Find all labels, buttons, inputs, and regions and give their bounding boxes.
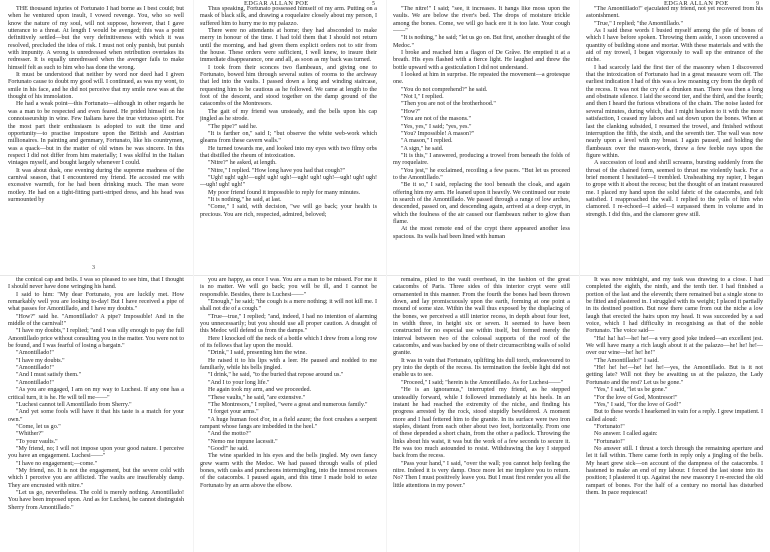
paragraph: "And I must satisfy them.": [16, 372, 82, 379]
paragraph: "Yes," I said, "let us be gone.": [594, 387, 668, 394]
paragraph: "Nitre," I replied. "How long have you had that cough?": [208, 167, 346, 174]
running-header-center: EDGAR ALLAN POE: [244, 0, 309, 7]
paragraph: "A mason," I replied.: [401, 138, 453, 145]
paragraph: "Yes, yes," I said; "yes, yes.": [401, 123, 472, 130]
paragraph: "It is nothing," he said, at last.: [208, 196, 282, 203]
paragraph: "Proceed," I said; "herein is the Amontillado. As for Luchesi——": [401, 379, 564, 386]
paragraph: "True," I replied; "the Amontillado.": [594, 20, 683, 27]
column-gutter: [579, 0, 580, 552]
paragraph: "The Amontillado!" I said.: [594, 357, 659, 364]
paragraph: "Nitre?" he asked, at length.: [208, 160, 277, 167]
paragraph: "Ha! ha! ha!—he! he!—a very good joke indeed—an excellent jest. We will have many a rich laugh about it at the palazzo—he! he! he!—over our wine—he! he! he!": [586, 335, 763, 357]
paragraph: "How?": [401, 108, 421, 115]
paragraph: "Then you are not of the brotherhood.": [401, 101, 496, 108]
paragraph: A succession of loud and shrill screams, bursting suddenly from the throat of the chained form, seemed to thrust me violently back. For a brief moment I hesitated—I trembled. Unsheathing my rapier, I began to grope with it about the recess; but the thought of an instant reassured me. I placed my hand upon the solid fabric of the catacombs, and felt satisfied. I reapproached the wall. I replied to the yells of him who clamored. I re-echoed—I aided—I surpassed them in volume and in strength. I did this, and the clamorer grew still.: [586, 160, 763, 218]
paragraph: It must be understood that neither by word nor deed had I given Fortunato cause to doubt my good will. I continued, as was my wont, to smile in his face, and he did not perceive that my smile now was at the thought of his immolation.: [8, 72, 184, 101]
paragraph: He again took my arm, and we proceeded.: [208, 387, 312, 394]
paragraph: "Fortunato!": [594, 438, 625, 445]
paragraph: No answer. I called again:: [594, 431, 658, 438]
paragraph: "My friend, no. It is not the engagement, but the severe cold with which I perceive you are afflicted. The vaults are insufferably damp. They are encrusted with nitre.": [8, 467, 184, 489]
paragraph: He had a weak point—this Fortunato—although in other regards he was a man to be respected and even feared. He prided himself on his connoisseurship in wine. Few Italians have the true virtuoso spirit. For the most part their enthusiasm is adopted to suit the time and opportunity—to practise imposture upon the British and Austrian millionaires. In painting and gemmary, Fortunato, like his countrymen, was a quack—but in the matter of old wines he was sincere. In this respect I did not differ from him materially; I was skilful in the Italian vintages myself, and bought largely whenever I could.: [8, 101, 184, 167]
paragraph: "True—true," I replied; "and, indeed, I had no intention of alarming you unnecessarily; but you should use all proper caution. A draught of this Medoc will defend us from the damps.": [200, 313, 377, 335]
paragraph: He raised it to his lips with a leer. He paused and nodded to me familiarly, while his bells jingled.: [200, 357, 377, 372]
page-number-right: 9: [756, 1, 759, 7]
paragraph: "The Montresors," I replied, "were a great and numerous family.": [208, 401, 368, 408]
paragraph: "Whither?": [16, 431, 44, 438]
paragraph: "You? Impossible! A mason?": [401, 130, 475, 137]
paragraph: No answer still. I thrust a torch through the remaining aperture and let it fall within. There came forth in reply only a jingling of the bells. My heart grew sick—on account of the dampness of the catacombs. I hastened to make an end of my labour. I forced the last stone into its position; I plastered it up. Against the new masonry I re-erected the old rampart of bones. For the half of a century no mortal has disturbed them. In pace requiescat!: [586, 445, 763, 496]
text-column-3: [393, 6, 570, 270]
text-column-4: [586, 6, 763, 270]
paragraph: It was now midnight, and my task was drawing to a close. I had completed the eighth, the ninth, and the tenth tier. I had finished a portion of the last and the eleventh; there remained but a single stone to be fitted and plastered in. I struggled with its weight; I placed it partially in its destined position. But now there came from out the niche a low laugh that erected the hairs upon my head. It was succeeded by a sad voice, which I had difficulty in recognising as that of the noble Fortunato. The voice said—: [586, 277, 763, 335]
paragraph: "The pipe?" said he.: [208, 123, 258, 130]
paragraph: "I have my doubts.": [16, 357, 65, 364]
paragraph: "Pass your hand," I said, "over the wall; you cannot help feeling the nitre. Indeed it is very damp. Once more let me implore you to return. No? Then I must positively leave you. But I must first render you all the little attentions in my power.": [393, 460, 570, 489]
paragraph: "Let us go, nevertheless. The cold is merely nothing. Amontillado! You have been imposed upon. And as for Luchesi, he cannot distinguish Sherry from Amontillado.": [8, 489, 184, 511]
paragraph: Thus speaking, Fortunato possessed himself of my arm. Putting on a mask of black silk, and drawing a roquelaire closely about my person, I suffered him to hurry me to my palazzo.: [200, 6, 377, 27]
paragraph: "A sign," he said.: [401, 145, 444, 152]
paragraph: "These vaults," he said, "are extensive.": [208, 394, 306, 401]
paragraph: "Luchesi cannot tell Amontillado from Sherry.": [16, 401, 132, 408]
paragraph: It was in vain that Fortunato, uplifting his dull torch, endeavoured to pry into the depth of the recess. Its termination the feeble light did not enable us to see.: [393, 357, 570, 379]
paragraph: "I have no engagement;—come.": [16, 460, 98, 467]
column-gutter: [193, 0, 194, 552]
paragraph: "Enough," he said; "the cough is a mere nothing; it will not kill me. I shall not die of a cough.": [200, 299, 377, 313]
paragraph: "Amontillado!": [16, 365, 54, 372]
text-column-7: [393, 277, 570, 549]
paragraph: "Come, let us go.": [16, 423, 61, 430]
paragraph: "The nitre!" I said; "see, it increases. It hangs like moss upon the vaults. We are below the river's bed. The drops of moisture trickle among the bones. Come, we will go back ere it is too late. Your cough——": [393, 6, 570, 35]
paragraph: "And I to your long life.": [208, 379, 270, 386]
paragraph: "A huge human foot d'or, in a field azure; the foot crushes a serpent rampant whose fangs are imbedded in the heel.": [200, 416, 377, 430]
paragraph: "Fortunato!": [594, 423, 625, 430]
paragraph: the conical cap and bells. I was so pleased to see him, that I thought I should never have done wringing his hand.: [8, 277, 184, 291]
text-column-6: [200, 277, 377, 549]
paragraph: I broke and reached him a flagon of De Grâve. He emptied it at a breath. His eyes flashed with a fierce light. He laughed and threw the bottle upward with a gesticulation I did not understand.: [393, 50, 570, 71]
paragraph: "I forget your arms.": [208, 409, 259, 416]
paragraph: "My friend, no; I will not impose upon your good nature. I perceive you have an engagement. Luchesi——": [8, 445, 184, 460]
paragraph: "Amontillado!": [16, 379, 54, 386]
paragraph: There were no attendants at home; they had absconded to make merry in honour of the time. I had told them that I should not return until the morning, and had given them explicit orders not to stir from the house. These orders were sufficient, I well knew, to insure their immediate disappearance, one and all, as soon as my back was turned.: [200, 28, 377, 64]
paragraph: Here I knocked off the neck of a bottle which I drew from a long row of its fellows that lay upon the mould.: [200, 335, 377, 350]
paragraph: "I drink," he said, "to the buried that repose around us.": [208, 372, 344, 379]
paragraph: "He is an ignoramus," interrupted my friend, as he stepped unsteadily forward, while I followed immediately at his heels. In an instant he had reached the extremity of the niche, and finding his progress arrested by the rock, stood stupidly bewildered. A moment more and I had fettered him to the granite. In its surface were two iron staples, distant from each other about two feet, horizontally. From one of these depended a short chain, from the other a padlock. Throwing the links about his waist, it was but the work of a few seconds to secure it. He was too much astounded to resist. Withdrawing the key I stepped back from the recess.: [393, 387, 570, 460]
paragraph: THE thousand injuries of Fortunato I had borne as I best could; but when he ventured upon insult, I vowed revenge. You, who so well know the nature of my soul, will not suppose, however, that I gave utterance to a threat. At length I would be avenged; this was a point definitively settled—but the very definitiveness with which it was resolved, precluded the idea of risk. I must not only punish, but punish with impunity. A wrong is unredressed when retribution overtakes its redresser. It is equally unredressed when the avenger fails to make himself felt as such to him who has done the wrong.: [8, 6, 184, 71]
paragraph: "To your vaults.": [16, 438, 58, 445]
paragraph: "Yes," I said, "for the love of God!": [594, 401, 682, 408]
page-divider: [0, 275, 770, 276]
paragraph: "The Amontillado!" ejaculated my friend, not yet recovered from his astonishment.: [586, 6, 763, 20]
paragraph: "Not I," I replied.: [401, 94, 444, 101]
paragraph: But to these words I hearkened in vain for a reply. I grew impatient. I called aloud:: [586, 409, 763, 423]
paragraph: At the most remote end of the crypt there appeared another less spacious. Its walls had been lined with human: [393, 226, 570, 240]
paragraph: As I said these words I busied myself among the pile of bones of which I have before spoken. Throwing them aside, I soon uncovered a quantity of building stone and mortar. With these materials and with the aid of my trowel, I began vigorously to wall up the entrance of the niche.: [586, 28, 763, 64]
page-number-bottom-left: 3: [92, 265, 95, 271]
paragraph: remains, piled to the vault overhead, in the fashion of the great catacombs of Paris. Three sides of this interior crypt were still ornamented in this manner. From the fourth the bones had been thrown down, and lay promiscuously upon the earth, forming at one point a mound of some size. Within the wall thus exposed by the displacing of the bones, we perceived a still interior recess, in depth about four feet, in width three, in height six or seven. It seemed to have been constructed for no especial use within itself, but formed merely the interval between two of the colossal supports of the roof of the catacombs, and was backed by one of their circumscribing walls of solid granite.: [393, 277, 570, 357]
paragraph: "It is nothing," he said; "let us go on. But first, another draught of the Medoc.": [393, 35, 570, 49]
paragraph: "Come," I said, with decision, "we will go back; your health is precious. You are rich, respected, admired, beloved;: [200, 204, 377, 218]
paragraph: "For the love of God, Montresor!": [594, 394, 678, 401]
paragraph: I had scarcely laid the first tier of the masonry when I discovered that the intoxication of Fortunato had in a great measure worn off. The earliest indication I had of this was a low moaning cry from the depth of the recess. It was not the cry of a drunken man. There was then a long and obstinate silence. I laid the second tier, and the third, and the fourth; and then I heard the furious vibrations of the chain. The noise lasted for several minutes, during which, that I might hearken to it with the more satisfaction, I ceased my labors and sat down upon the bones. When at last the clanking subsided, I resumed the trowel, and finished without interruption the fifth, the sixth, and the seventh tier. The wall was now nearly upon a level with my breast. I again paused, and holding the flambeaux over the mason-work, threw a few feeble rays upon the figure within.: [586, 64, 763, 159]
text-column-8: [586, 277, 763, 549]
text-column-2: [200, 6, 377, 264]
paragraph: The wine sparkled in his eyes and the bells jingled. My own fancy grew warm with the Medoc. We had passed through walls of piled bones, with casks and puncheons intermingling, into the inmost recesses of the catacombs. I paused again, and this time I made bold to seize Fortunato by an arm above the elbow.: [200, 453, 377, 489]
paragraph: It was about dusk, one evening during the supreme madness of the carnival season, that I encountered my friend. He accosted me with excessive warmth, for he had been drinking much. The man wore motley. He had on a tight-fitting parti-striped dress, and his head was surmounted by: [8, 167, 184, 203]
paragraph: I took from their sconces two flambeaux, and giving one to Fortunato, bowed him through several suites of rooms to the archway that led into the vaults. I passed down a long and winding staircase, requesting him to be cautious as he followed. We came at length to the foot of the descent, and stood together on the damp ground of the catacombs of the Montresors.: [200, 64, 377, 108]
paragraph: I said to him: "My dear Fortunato, you are luckily met. How remarkably well you are looking to-day! But I have received a pipe of what passes for Amontillado, and I have my doubts.": [8, 291, 184, 313]
paragraph: "You are not of the masons.": [401, 116, 472, 123]
paragraph: The gait of my friend was unsteady, and the bells upon his cap jingled as he strode.: [200, 108, 377, 123]
running-header-right: EDGAR ALLAN POE: [664, 0, 729, 7]
paragraph: "And yet some fools will have it that his taste is a match for your own.": [8, 409, 184, 423]
paragraph: "And the motto?": [208, 431, 251, 438]
paragraph: "As you are engaged, I am on my way to Luchesi. If any one has a critical turn, it is he. He will tell me——": [8, 387, 184, 401]
paragraph: "Drink," I said, presenting him the wine.: [208, 350, 307, 357]
paragraph: "You do not comprehend?" he said.: [401, 86, 488, 93]
paragraph: "How?" said he. "Amontillado? A pipe? Impossible! And in the middle of the carnival!": [8, 313, 184, 328]
paragraph: "It is farther on," said I; "but observe the white web-work which gleams from these cavern walls.": [200, 130, 377, 145]
paragraph: "I have my doubts," I replied; "and I was silly enough to pay the full Amontillado price without consulting you in the matter. You were not to be found, and I was fearful of losing a bargain.": [8, 328, 184, 350]
paragraph: My poor friend found it impossible to reply for many minutes.: [208, 189, 361, 196]
paragraph: "Nemo me impune lacessit.": [208, 438, 278, 445]
paragraph: "You jest," he exclaimed, recoiling a few paces. "But let us proceed to the Amontillado.": [393, 167, 570, 181]
paragraph: I looked at him in surprise. He repeated the movement—a grotesque one.: [393, 72, 570, 86]
text-column-5: [8, 277, 184, 549]
text-column-1: [8, 6, 184, 262]
paragraph: "Be it so," I said, replacing the tool beneath the cloak, and again offering him my arm. He leaned upon it heavily. We continued our route in search of the Amontillado. We passed through a range of low arches, descended, passed on, and descending again, arrived at a deep crypt, in which the foulness of the air caused our flambeaux rather to glow than flame.: [393, 182, 570, 225]
paragraph: you are happy, as once I was. You are a man to be missed. For me it is no matter. We will go back; you will be ill, and I cannot be responsible. Besides, there is Luchesi——": [200, 277, 377, 298]
column-gutter: [386, 0, 387, 552]
paragraph: "It is this," I answered, producing a trowel from beneath the folds of my roquelaire.: [393, 152, 570, 167]
page-number-center: 5: [372, 1, 375, 7]
paragraph: "Amontillado!": [16, 350, 54, 357]
paragraph: "Ugh! ugh! ugh!—ugh! ugh! ugh!—ugh! ugh! ugh!—ugh! ugh! ugh!—ugh! ugh! ugh!": [200, 174, 377, 189]
paragraph: "Good!" he said.: [208, 445, 249, 452]
paragraph: He turned towards me, and looked into my eyes with two filmy orbs that distilled the rheum of intoxication.: [200, 145, 377, 159]
paragraph: "He! he! he!—he! he! he!—yes, the Amontillado. But is it not getting late? Will not they be awaiting us at the palazzo, the Lady Fortunato and the rest? Let us be gone.": [586, 365, 763, 386]
